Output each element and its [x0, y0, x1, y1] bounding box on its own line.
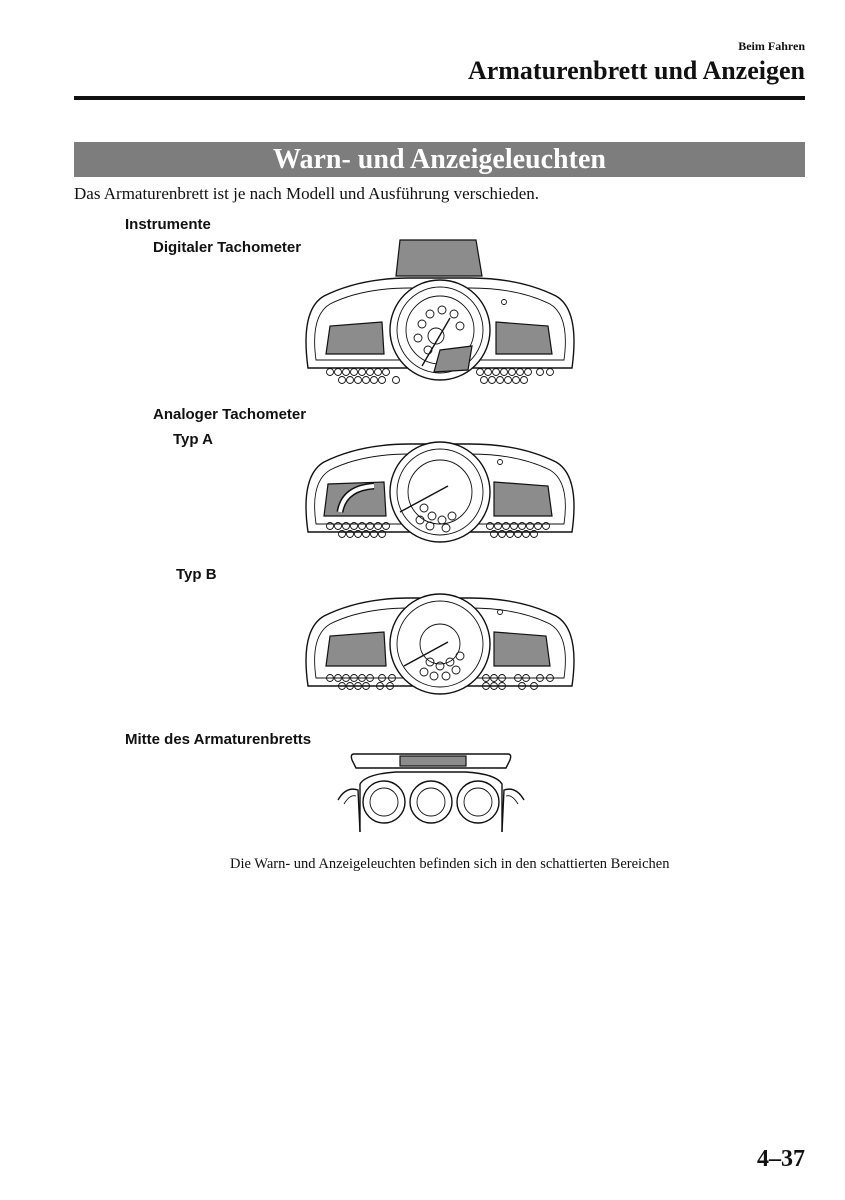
head-up-display-shade	[396, 240, 482, 276]
right-display-shade	[494, 482, 552, 516]
center-display-shade	[434, 346, 472, 372]
left-indicator-dots	[327, 523, 390, 538]
right-display-shade	[494, 632, 550, 666]
label-analog: Analoger Tachometer	[153, 406, 307, 423]
intro-text: Das Armaturenbrett ist je nach Modell und Ausführung verschieden.	[74, 184, 540, 203]
left-indicator-dots	[327, 369, 400, 384]
left-display-shade	[326, 322, 384, 354]
chapter-title: Armaturenbrett und Anzeigen	[467, 56, 805, 85]
label-digital: Digitaler Tachometer	[153, 239, 302, 256]
banner-title: Warn- und Anzeigeleuchten	[273, 143, 606, 175]
section-title: Beim Fahren	[738, 39, 805, 53]
right-indicator-dots	[477, 369, 554, 384]
label-typ-b: Typ B	[176, 566, 217, 583]
analog-typ-b-illustration	[300, 582, 580, 702]
left-display-shade	[326, 632, 386, 666]
center-dash-illustration	[336, 750, 526, 836]
page-number: 4–37	[757, 1146, 805, 1172]
analog-typ-a-illustration	[300, 428, 580, 548]
label-mitte: Mitte des Armaturenbretts	[125, 731, 312, 748]
right-indicator-dots	[483, 675, 554, 690]
digital-cluster-illustration	[300, 238, 580, 388]
header-rule	[74, 96, 805, 100]
right-indicator-dots	[487, 523, 550, 538]
label-instrumente: Instrumente	[125, 216, 211, 233]
label-typ-a: Typ A	[173, 431, 213, 448]
center-display-shade	[400, 756, 466, 766]
figure-caption: Die Warn- und Anzeigeleuchten befinden sich in den schattierten Bereichen	[230, 856, 670, 872]
right-display-shade	[496, 322, 552, 354]
section-banner	[74, 142, 805, 177]
left-indicator-dots	[327, 675, 396, 690]
